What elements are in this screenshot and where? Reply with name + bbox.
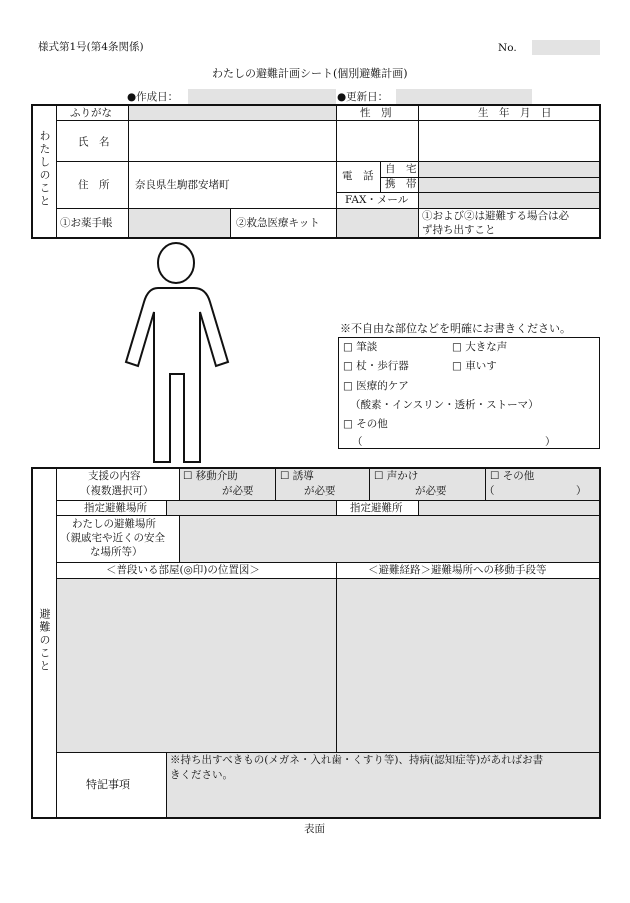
my-place-label-2: （親戚宅や近くの安全 (60, 532, 165, 544)
option-wheelchair[interactable]: □ 車いす (452, 360, 497, 372)
carry-note-line2: ず持ち出すこと (422, 224, 496, 236)
designated-place-label: 指定避難場所 (84, 502, 147, 514)
option-other-paren-close: ） (576, 485, 587, 497)
section-label-evacuation: 避難のこと (38, 608, 51, 673)
phone-mobile-field[interactable] (418, 177, 600, 192)
option-medical-care[interactable]: □ 医療的ケア (343, 380, 409, 392)
disability-box (338, 337, 600, 449)
name-label: 氏 名 (78, 136, 110, 148)
phone-mobile-label: 携 帯 (385, 178, 417, 190)
number-label: No. (498, 42, 517, 54)
emergency-kit-label: ②救急医療キット (236, 217, 320, 229)
route-area[interactable] (337, 578, 600, 752)
updated-date-field[interactable] (396, 89, 532, 104)
form-number: 様式第1号(第4条関係) (38, 41, 144, 53)
my-place-label-3: な場所等） (90, 546, 143, 558)
option-other-support[interactable]: ☐ その他 (490, 470, 535, 482)
fax-mail-field[interactable] (418, 192, 600, 208)
notes-label: 特記事項 (86, 778, 130, 791)
kit-field[interactable] (337, 208, 418, 238)
option-loud-voice[interactable]: □ 大きな声 (452, 341, 508, 353)
route-label: ＜避難経路＞避難場所への移動手段等 (368, 564, 547, 576)
carry-note-line1: ①および②は避難する場合は必 (422, 210, 569, 222)
option-call-out-needed: が必要 (415, 485, 447, 497)
updated-date-label: ●更新日： (337, 91, 389, 103)
birthdate-label: 生 年 月 日 (478, 107, 552, 119)
support-label-1: 支援の内容 (88, 470, 141, 482)
designated-shelter-label: 指定避難所 (350, 502, 403, 514)
furigana-field[interactable] (128, 106, 336, 120)
my-place-label-1: わたしの避難場所 (72, 518, 156, 530)
my-place-field[interactable] (179, 515, 600, 562)
support-label-2: （複数選択可） (80, 485, 154, 497)
other-paren-open: （ (352, 436, 363, 448)
disability-instruction: ※不自由な部位などを明確にお書きください。 (340, 322, 571, 335)
phone-home-field[interactable] (418, 161, 600, 177)
notes-hint-1: ※持ち出すべきもの(メガネ・入れ歯・くすり等)、持病(認知症等)があればお書 (170, 754, 544, 766)
medical-care-detail: （酸素・インスリン・透析・ストーマ） (350, 399, 539, 411)
footer-label: 表面 (304, 823, 325, 835)
created-date-label: ●作成日： (127, 91, 179, 103)
option-guidance[interactable]: ☐ 誘導 (280, 470, 314, 482)
option-other-paren-open: （ (484, 485, 495, 497)
created-date-field[interactable] (188, 89, 336, 104)
address-label: 住 所 (78, 179, 110, 191)
designated-place-field[interactable] (166, 500, 337, 515)
medicine-book-field[interactable] (128, 208, 230, 238)
option-move-assist-needed: が必要 (222, 485, 254, 497)
address-value: 奈良県生駒郡安堵町 (135, 179, 230, 191)
body-outline-figure[interactable] (118, 242, 238, 464)
option-move-assist[interactable]: ☐ 移動介助 (183, 470, 238, 482)
option-call-out[interactable]: ☐ 声かけ (374, 470, 419, 482)
option-other[interactable]: □ その他 (343, 418, 388, 430)
other-paren-close: ） (545, 436, 556, 448)
gender-label: 性 別 (360, 107, 392, 119)
phone-home-label: 自 宅 (385, 163, 417, 175)
phone-label: 電 話 (342, 170, 374, 182)
option-writing[interactable]: □ 筆談 (343, 341, 378, 353)
page-title: わたしの避難計画シート(個別避難計画) (212, 67, 408, 80)
fax-label: FAX・メール (345, 194, 409, 206)
furigana-label: ふりがな (70, 107, 112, 119)
room-map-area[interactable] (56, 578, 336, 752)
option-cane[interactable]: □ 杖・歩行器 (343, 360, 409, 372)
option-guidance-needed: が必要 (304, 485, 336, 497)
medicine-book-label: ①お薬手帳 (60, 217, 113, 229)
designated-shelter-field[interactable] (418, 500, 600, 515)
notes-hint-2: きください。 (170, 769, 233, 781)
number-field[interactable] (532, 40, 600, 55)
section-label-me: わたしのこと (38, 130, 51, 208)
room-map-label: ＜普段いる部屋(◎印)の位置図＞ (106, 564, 260, 576)
